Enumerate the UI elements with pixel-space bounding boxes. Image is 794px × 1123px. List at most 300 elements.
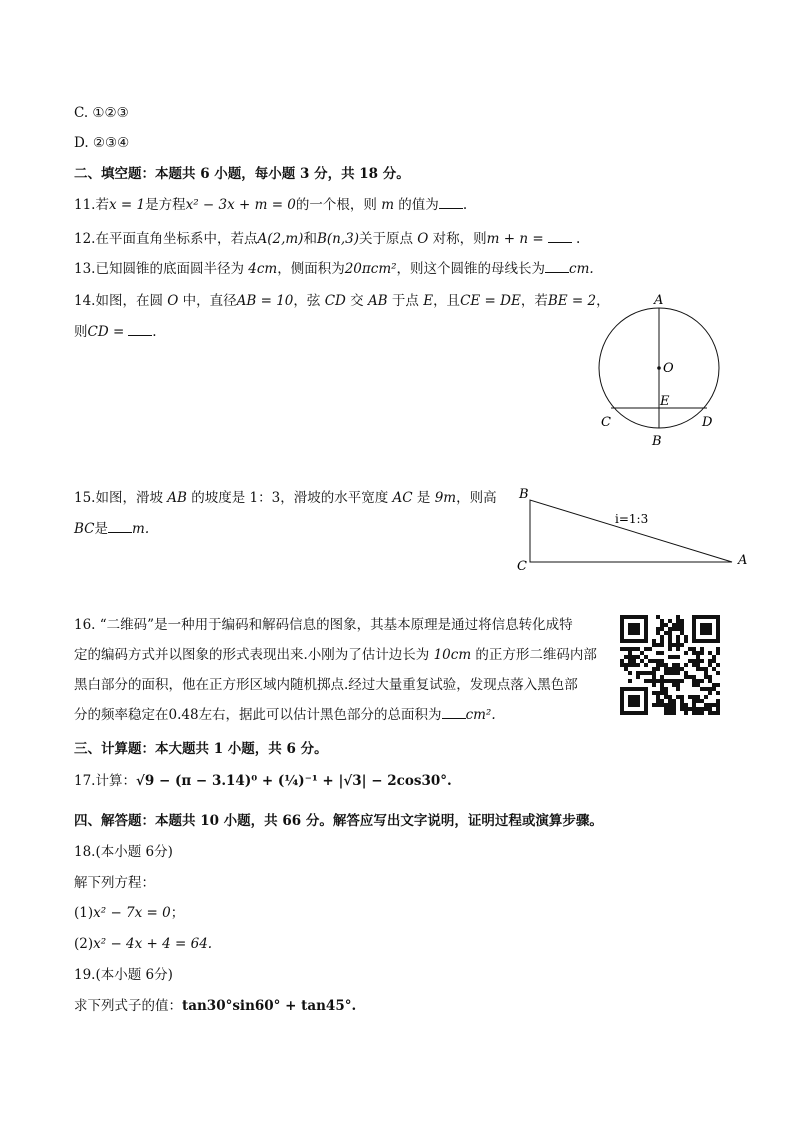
qr-module (676, 667, 680, 671)
qr-module (708, 675, 712, 679)
qr-module (660, 659, 664, 663)
q15-math: AC (392, 490, 413, 506)
q18-text: ； (170, 905, 185, 921)
qr-module (636, 663, 640, 667)
qr-module (660, 635, 664, 639)
qr-module (628, 711, 632, 715)
qr-module (676, 623, 680, 627)
qr-module (656, 627, 660, 631)
qr-module (708, 659, 712, 663)
qr-module (640, 639, 644, 643)
qr-module (644, 703, 648, 707)
qr-module (696, 695, 700, 699)
qr-module (700, 639, 704, 643)
qr-module (672, 663, 676, 667)
question-18-title: 18.(本小题 6分) (74, 844, 173, 860)
question-12 (74, 230, 580, 248)
qr-module (696, 711, 700, 715)
q18-math: x² − 4x + 4 = 64. (93, 936, 213, 952)
q14-text: . (152, 324, 157, 340)
qr-module (620, 695, 624, 699)
qr-module (628, 679, 632, 683)
question-16-line1: 16. “二维码”是一种用于编码和解码信息的图象，其基本原理是通过将信息转化成特 (74, 617, 573, 633)
qr-module (620, 659, 624, 663)
qr-module (708, 711, 712, 715)
qr-module (624, 647, 628, 651)
q14-math: AB = 10 (236, 293, 294, 309)
qr-module (628, 647, 632, 651)
qr-module (704, 707, 708, 711)
qr-module (652, 683, 656, 687)
qr-module (624, 655, 628, 659)
question-19 (74, 997, 356, 1015)
qr-module (708, 663, 712, 667)
q16-text: 分的频率稳定在 (74, 707, 169, 723)
q13-math: cm. (569, 261, 594, 277)
qr-module (620, 703, 624, 707)
q12-math: B(n,3) (316, 231, 359, 247)
qr-module (668, 695, 672, 699)
qr-module (676, 655, 680, 659)
qr-module (700, 631, 704, 635)
qr-module (644, 671, 648, 675)
qr-module (628, 615, 632, 619)
qr-module (696, 651, 700, 655)
qr-module (708, 627, 712, 631)
answer-blank (548, 230, 572, 243)
qr-module (680, 627, 684, 631)
qr-module (716, 635, 720, 639)
qr-module (620, 647, 624, 651)
qr-module (676, 619, 680, 623)
qr-module (632, 695, 636, 699)
qr-module (716, 627, 720, 631)
section-3-heading: 三、计算题：本大题共 1 小题，共 6 分。 (74, 741, 328, 757)
qr-module (672, 699, 676, 703)
qr-module (680, 623, 684, 627)
qr-module (696, 655, 700, 659)
q12-math: m + n = (486, 231, 544, 247)
qr-module (664, 691, 668, 695)
qr-module (684, 635, 688, 639)
qr-module (696, 615, 700, 619)
qr-module (652, 659, 656, 663)
q11-text: . (462, 197, 468, 213)
qr-module (708, 679, 712, 683)
qr-module (632, 711, 636, 715)
label-d: D (702, 415, 713, 430)
qr-module (712, 711, 716, 715)
qr-module (676, 643, 680, 647)
qr-module (700, 667, 704, 671)
q15-text: 15.如图，滑坡 (74, 490, 168, 506)
qr-module (636, 695, 640, 699)
qr-module (620, 615, 624, 619)
qr-module (656, 651, 660, 655)
qr-module (676, 683, 680, 687)
answer-blank (128, 323, 152, 336)
qr-module (644, 699, 648, 703)
qr-module (672, 679, 676, 683)
qr-module (660, 639, 664, 643)
question-18-prompt: 解下列方程： (74, 875, 155, 891)
q11-text: 是方程 (145, 197, 186, 213)
qr-module (688, 707, 692, 711)
q18-math: x² − 7x = 0 (93, 905, 171, 921)
qr-module (644, 623, 648, 627)
qr-module (696, 679, 700, 683)
q15-text: 的坡度是 1：3，滑坡的水平宽度 (186, 490, 393, 506)
q13-text: 13.已知圆锥的底面圆半径为 (74, 261, 249, 277)
option-c: C. ①②③ (74, 105, 129, 121)
qr-module (708, 687, 712, 691)
qr-module (628, 639, 632, 643)
qr-module (628, 659, 632, 663)
q15-math: AB (167, 490, 187, 506)
qr-module (700, 699, 704, 703)
q14-math: CD = (87, 324, 125, 340)
qr-module (620, 619, 624, 623)
qr-module (644, 631, 648, 635)
qr-module (700, 627, 704, 631)
qr-module (632, 623, 636, 627)
qr-module (684, 671, 688, 675)
qr-module (672, 627, 676, 631)
question-16-line4 (74, 706, 496, 724)
qr-module (664, 623, 668, 627)
qr-module (636, 687, 640, 691)
qr-module (716, 615, 720, 619)
qr-module (716, 711, 720, 715)
qr-module (684, 707, 688, 711)
qr-module (652, 703, 656, 707)
qr-module (640, 651, 644, 655)
qr-module (652, 679, 656, 683)
qr-module (668, 671, 672, 675)
qr-module (648, 647, 652, 651)
qr-module (692, 703, 696, 707)
qr-module (628, 703, 632, 707)
qr-module (704, 627, 708, 631)
qr-module (696, 659, 700, 663)
qr-module (620, 707, 624, 711)
qr-module (672, 711, 676, 715)
q14-math: AB (367, 293, 388, 309)
qr-module (628, 655, 632, 659)
qr-module (680, 619, 684, 623)
question-14-cont (74, 323, 157, 341)
option-d: D. ②③④ (74, 135, 130, 151)
qr-module (692, 619, 696, 623)
qr-module (652, 671, 656, 675)
qr-module (628, 651, 632, 655)
slope-label: i=1:3 (615, 512, 649, 526)
qr-module (640, 687, 644, 691)
label-e: E (660, 394, 670, 409)
question-15 (74, 489, 497, 507)
qr-module (636, 615, 640, 619)
qr-module (656, 699, 660, 703)
qr-module (624, 687, 628, 691)
answer-blank (439, 196, 463, 209)
q12-math: A(2,m) (257, 231, 304, 247)
qr-module (660, 687, 664, 691)
qr-module (636, 631, 640, 635)
q16-math: 0.48 (168, 707, 199, 723)
qr-module (656, 703, 660, 707)
qr-module (680, 631, 684, 635)
qr-module (692, 651, 696, 655)
qr-module (704, 639, 708, 643)
qr-module (664, 679, 668, 683)
qr-module (656, 663, 660, 667)
answer-blank (442, 706, 466, 719)
qr-module (644, 627, 648, 631)
question-16-line2 (74, 646, 597, 664)
q15-math: BC (74, 521, 95, 537)
qr-module (692, 615, 696, 619)
qr-module (664, 671, 668, 675)
q14-text: 中，直径 (178, 293, 237, 309)
qr-module (648, 671, 652, 675)
qr-module (704, 667, 708, 671)
qr-module (688, 659, 692, 663)
question-13 (74, 260, 594, 278)
qr-module (708, 623, 712, 627)
qr-module (716, 647, 720, 651)
qr-module (660, 679, 664, 683)
qr-module (652, 643, 656, 647)
qr-module (640, 671, 644, 675)
qr-module (652, 667, 656, 671)
qr-module (692, 711, 696, 715)
qr-module (704, 695, 708, 699)
q14-text: 14.如图，在圆 (74, 293, 168, 309)
qr-module (656, 691, 660, 695)
qr-module (700, 651, 704, 655)
qr-module (668, 643, 672, 647)
qr-module (672, 703, 676, 707)
qr-module (636, 671, 640, 675)
q16-text: 定的编码方式并以图象的形式表现出来.小刚为了估计边长为 (74, 647, 434, 663)
qr-module (676, 687, 680, 691)
label-c: C (517, 559, 527, 574)
qr-module (644, 711, 648, 715)
q19-math: tan30°sin60° + tan45°. (182, 998, 357, 1014)
qr-module (668, 647, 672, 651)
q14-text: 则 (74, 324, 88, 340)
qr-module (656, 643, 660, 647)
qr-module (684, 675, 688, 679)
qr-module (692, 675, 696, 679)
qr-module (620, 663, 624, 667)
qr-module (644, 691, 648, 695)
qr-module (716, 663, 720, 667)
qr-module (660, 699, 664, 703)
qr-module (636, 711, 640, 715)
qr-module (676, 671, 680, 675)
qr-module (640, 711, 644, 715)
qr-module (628, 623, 632, 627)
question-15-cont (74, 520, 149, 538)
q14-math: O (167, 293, 179, 309)
qr-module (684, 703, 688, 707)
q18-text: (1) (74, 905, 94, 921)
qr-module (624, 639, 628, 643)
qr-module (632, 615, 636, 619)
qr-module (704, 623, 708, 627)
qr-module (624, 663, 628, 667)
q11-math: x² − 3x + m = 0 (185, 197, 296, 213)
qr-module (652, 691, 656, 695)
q17-text: 17.计算： (74, 773, 136, 789)
qr-module (624, 615, 628, 619)
qr-module (636, 647, 640, 651)
qr-module (676, 679, 680, 683)
qr-module (700, 679, 704, 683)
qr-module (644, 639, 648, 643)
qr-module (664, 703, 668, 707)
qr-module (640, 659, 644, 663)
qr-module (712, 667, 716, 671)
qr-module (656, 695, 660, 699)
question-18-part1 (74, 904, 184, 922)
qr-module (636, 639, 640, 643)
qr-module (672, 671, 676, 675)
qr-module (704, 671, 708, 675)
q13-math: 20πcm² (344, 261, 397, 277)
qr-module (668, 655, 672, 659)
answer-blank (108, 520, 132, 533)
qr-module (644, 707, 648, 711)
q15-math: 9m (434, 490, 457, 506)
qr-module (620, 691, 624, 695)
q12-text: . (571, 231, 581, 247)
qr-module (708, 615, 712, 619)
q12-text: 12.在平面直角坐标系中，若点 (74, 231, 258, 247)
qr-module (652, 675, 656, 679)
qr-module (672, 655, 676, 659)
q11-text: 的一个根，则 (295, 197, 382, 213)
qr-module (708, 651, 712, 655)
qr-module (628, 699, 632, 703)
qr-module (692, 707, 696, 711)
qr-module (676, 635, 680, 639)
qr-module (632, 687, 636, 691)
qr-module (644, 695, 648, 699)
qr-module (620, 635, 624, 639)
qr-module (708, 691, 712, 695)
qr-module (644, 687, 648, 691)
qr-module (692, 627, 696, 631)
qr-module (680, 695, 684, 699)
qr-module (620, 711, 624, 715)
qr-module (676, 663, 680, 667)
label-b: B (652, 434, 662, 449)
qr-module (668, 679, 672, 683)
q19-text: 求下列式子的值： (74, 998, 182, 1014)
q11-text: 的值为 (394, 197, 439, 213)
qr-module (636, 627, 640, 631)
qr-module (712, 687, 716, 691)
label-a: A (738, 553, 748, 568)
qr-module (664, 663, 668, 667)
qr-module (696, 707, 700, 711)
qr-module (660, 643, 664, 647)
qr-module (700, 687, 704, 691)
qr-module (708, 703, 712, 707)
qr-module (716, 651, 720, 655)
qr-module (716, 671, 720, 675)
qr-module (660, 683, 664, 687)
qr-module (700, 711, 704, 715)
qr-module (624, 667, 628, 671)
q17-math: √9 − (π − 3.14)⁰ + (¼)⁻¹ + |√3| − 2cos30°. (135, 773, 452, 789)
qr-module (660, 703, 664, 707)
qr-module (704, 703, 708, 707)
qr-module (632, 631, 636, 635)
q14-math: CE = DE (460, 293, 521, 309)
center-point (657, 366, 661, 370)
q15-math: m. (132, 521, 150, 537)
qr-module (692, 631, 696, 635)
q12-text: 和 (303, 231, 317, 247)
qr-module (636, 699, 640, 703)
question-14 (74, 292, 610, 310)
qr-module (676, 627, 680, 631)
qr-module (632, 699, 636, 703)
qr-module (632, 639, 636, 643)
qr-module (716, 639, 720, 643)
qr-module (716, 619, 720, 623)
qr-module (644, 679, 648, 683)
qr-module (632, 663, 636, 667)
qr-module (684, 711, 688, 715)
slope-figure (510, 482, 750, 582)
qr-module (644, 647, 648, 651)
qr-module (628, 687, 632, 691)
qr-module (708, 639, 712, 643)
qr-module (656, 667, 660, 671)
qr-module (676, 695, 680, 699)
qr-module (692, 695, 696, 699)
qr-module (684, 651, 688, 655)
qr-module (672, 707, 676, 711)
circle-figure (590, 290, 730, 450)
qr-module (716, 699, 720, 703)
qr-module (664, 687, 668, 691)
qr-module (656, 631, 660, 635)
qr-module (700, 615, 704, 619)
qr-module (708, 707, 712, 711)
qr-module (672, 667, 676, 671)
qr-module (656, 615, 660, 619)
qr-module (688, 695, 692, 699)
qr-module (704, 615, 708, 619)
qr-module (636, 623, 640, 627)
qr-module (696, 683, 700, 687)
label-o: O (663, 361, 674, 376)
qr-module (668, 703, 672, 707)
qr-module (704, 675, 708, 679)
q16-text: 的正方形二维码内部 (471, 647, 597, 663)
qr-module (668, 631, 672, 635)
qr-module (700, 647, 704, 651)
qr-module (700, 707, 704, 711)
qr-module (660, 675, 664, 679)
qr-module (620, 639, 624, 643)
qr-module (692, 699, 696, 703)
